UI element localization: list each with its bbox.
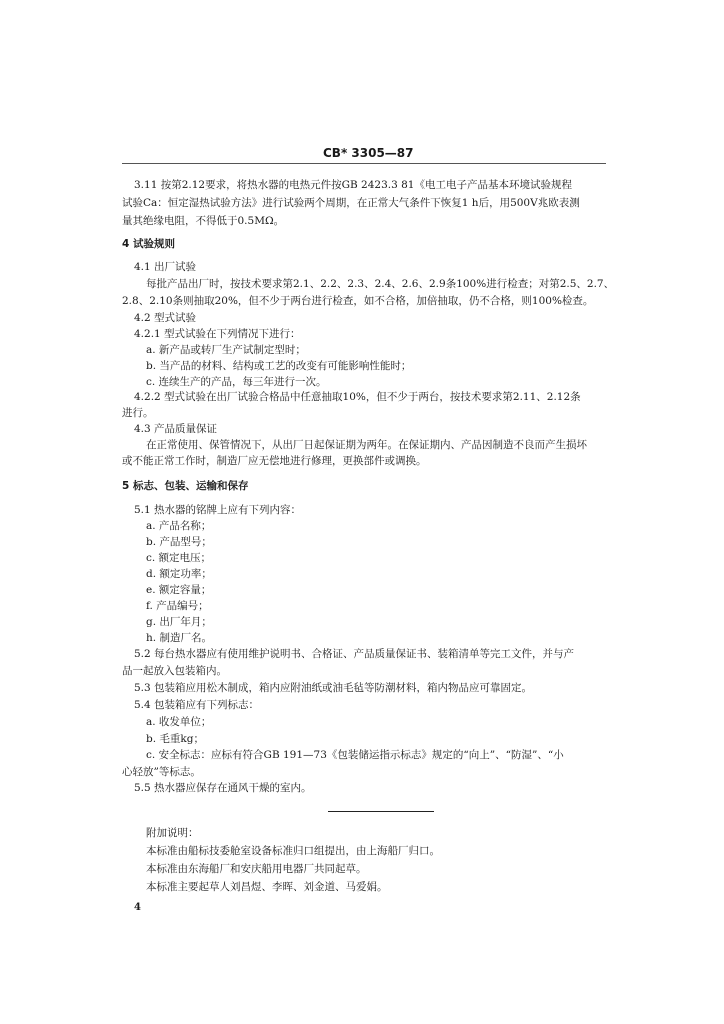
appendix-title: 附加说明：: [146, 827, 199, 839]
list-item: c. 连续生产的产品，每三年进行一次。: [146, 376, 327, 388]
list-item: a. 收发单位；: [146, 716, 212, 728]
list-item: f. 产品编号；: [146, 600, 209, 612]
appendix-separator: [328, 811, 434, 812]
clause-4-1: 4.1 出厂试验: [134, 261, 197, 273]
clause-5-2: 5.2 每台热水器应有使用维护说明书、合格证、产品质量保证书、装箱清单等完工文件，并与产: [134, 648, 575, 660]
clause-4-3: 在正常使用、保管情况下，从出厂日起保证期为两年。在保证期内、产品因制造不良而产生损坏: [146, 439, 587, 451]
clause-4-2-2: 进行。: [122, 407, 154, 419]
appendix-line: 本标准主要起草人刘昌煜、李晖、刘金道、马爱娟。: [146, 881, 388, 893]
clause-3-11: 量其绝缘电阻，不得低于0.5MΩ。: [122, 215, 285, 227]
clause-4-1: 每批产品出厂时，按技术要求第2.1、2.2、2.3、2.4、2.6、2.9条100%进行检查；对第2.5、2.7、: [146, 278, 615, 290]
standard-code: CB* 3305—87: [323, 146, 414, 160]
list-item: e. 额定容量；: [146, 584, 212, 596]
appendix-line: 本标准由东海船厂和安庆船用电器厂共同起草。: [146, 863, 367, 875]
list-item: c. 额定电压；: [146, 552, 212, 564]
page-number: 4: [134, 902, 141, 913]
clause-4-3: 或不能正常工作时，制造厂应无偿地进行修理，更换部件或调换。: [122, 455, 427, 467]
list-item: a. 新产品或转厂生产试制定型时；: [146, 344, 306, 356]
clause-4-2-2: 4.2.2 型式试验在出厂试验合格品中任意抽取10%，但不少于两台，按技术要求第2.11、2.12条: [134, 391, 581, 403]
section-heading: 4 试验规则: [122, 238, 175, 250]
list-item: b. 当产品的材料、结构或工艺的改变有可能影响性能时；: [146, 360, 412, 372]
clause-5-4: 5.4 包装箱应有下列标志：: [134, 699, 260, 711]
clause-5-5: 5.5 热水器应保存在通风干燥的室内。: [134, 782, 312, 794]
header-rule: [122, 163, 606, 164]
clause-4-1: 2.8、2.10条则抽取20%，但不少于两台进行检查，如不合格，加倍抽取，仍不合格，则100%检查。: [122, 295, 594, 307]
clause-5-2: 品一起放入包装箱内。: [122, 665, 227, 677]
list-item: g. 出厂年月；: [146, 616, 212, 628]
list-item: b. 毛重kg；: [146, 733, 204, 745]
list-item: 心轻放”等标志。: [122, 766, 201, 778]
clause-4-3: 4.3 产品质量保证: [134, 423, 218, 435]
list-item: a. 产品名称；: [146, 520, 212, 532]
section-heading: 5 标志、包装、运输和保存: [122, 480, 249, 492]
clause-5-3: 5.3 包装箱应用松木制成，箱内应附油纸或油毛毡等防潮材料，箱内物品应可靠固定。: [134, 682, 533, 694]
clause-3-11: 3.11 按第2.12要求，将热水器的电热元件按GB 2423.3 81《电工电子产品基本环境试验规程: [134, 179, 572, 191]
clause-4-2: 4.2 型式试验: [134, 312, 197, 324]
appendix-line: 本标准由船标技委舱室设备标准归口组提出，由上海船厂归口。: [146, 845, 440, 857]
clause-5-1: 5.1 热水器的铭牌上应有下列内容：: [134, 504, 302, 516]
list-item: c. 安全标志：应标有符合GB 191—73《包装储运指示标志》规定的“向上”、“防湿”、“小: [146, 749, 564, 761]
clause-3-11: 试验Ca：恒定湿热试验方法》进行试验两个周期，在正常大气条件下恢复1 h后，用500V兆欧表测: [122, 197, 580, 209]
clause-4-2-1: 4.2.1 型式试验在下列情况下进行：: [134, 328, 301, 340]
list-item: h. 制造厂名。: [146, 632, 212, 644]
list-item: d. 额定功率；: [146, 568, 212, 580]
list-item: b. 产品型号；: [146, 536, 212, 548]
